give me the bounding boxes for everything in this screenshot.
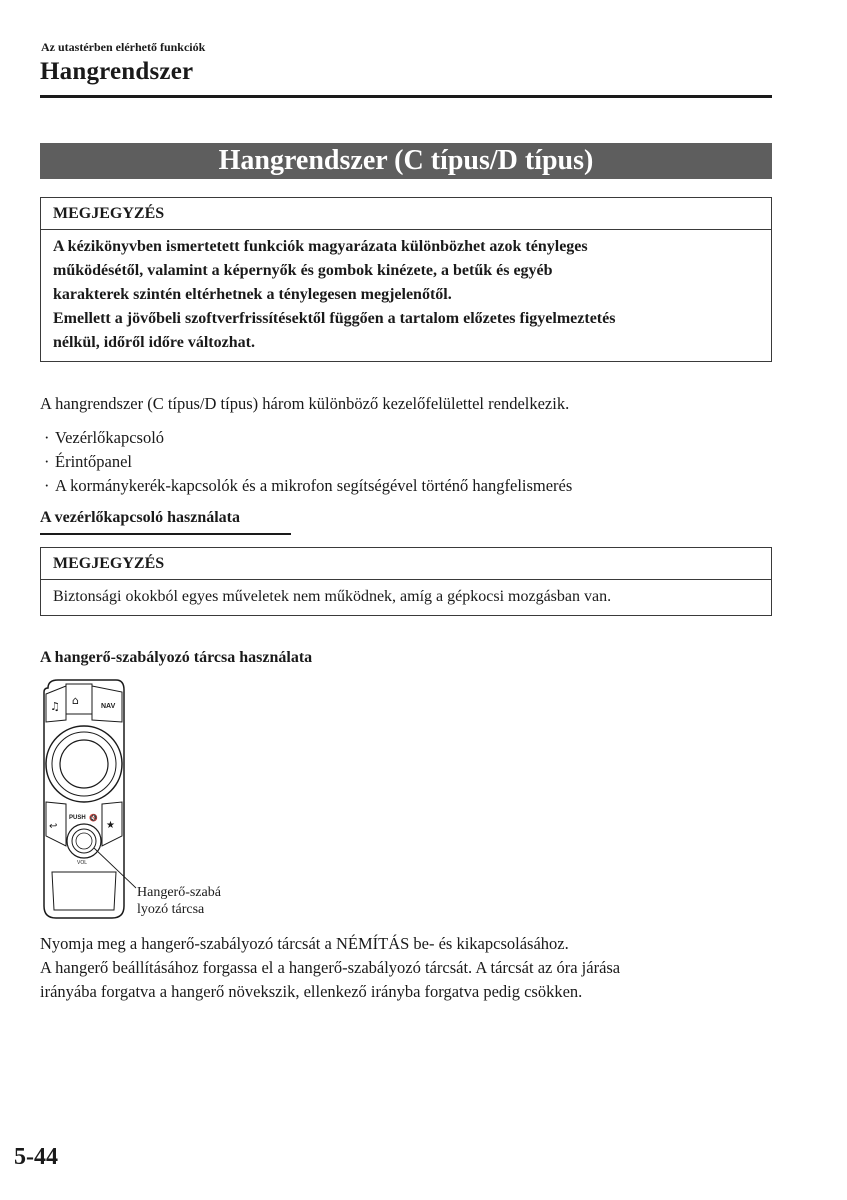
body-line: A hangerő beállításához forgassa el a hangerő-szabályozó tárcsát. A tárcsát az óra járása [40,958,621,977]
page-number: 5-44 [14,1144,58,1170]
back-icon: ↩ [49,821,58,832]
subheading-volume-dial: A hangerő-szabályozó tárcsa használata [40,649,313,666]
list-item [44,450,132,474]
note-line: A kézikönyvben ismertetett funkciók magyarázata különbözhet azok tényleges [53,238,588,255]
bullet-dot-icon: · [44,476,50,495]
note-line: nélkül, időről időre változhat. [53,334,255,351]
title-rule [40,95,772,98]
list-item-text: Érintőpanel [55,452,132,471]
note-body [41,230,771,361]
mute-icon: 🔇 [89,814,98,822]
note-line: Emellett a jövőbeli szoftverfrissítésektől függően a tartalom előzetes figyelmeztetés [53,310,616,327]
vol-label: VOL [77,860,88,866]
note-box-disclaimer [40,197,772,362]
body-line: Nyomja meg a hangerő-szabályozó tárcsát a NÉMÍTÁS be- és kikapcsolásához. [40,934,569,953]
note-box-safety [40,547,772,616]
note-body: Biztonsági okokból egyes műveletek nem működnek, amíg a gépkocsi mozgásban van. [53,588,612,605]
music-icon: ♫ [50,700,60,713]
note-heading: MEGJEGYZÉS [41,548,771,580]
body-line: irányába forgatva a hangerő növekszik, ellenkező irányba forgatva pedig csökken. [40,982,583,1001]
note-line: működésétől, valamint a képernyők és gombok kinézete, a betűk és egyéb [53,262,553,279]
list-item-text: A kormánykerék-kapcsolók és a mikrofon segítségével történő hangfelismerés [55,476,573,495]
favorite-icon: ★ [106,820,115,831]
note-line: karakterek szintén eltérhetnek a ténylegesen megjelenőtől. [53,286,452,303]
list-item [44,474,572,498]
list-item [44,426,164,450]
callout-line: Hangerő-szabá [137,885,221,900]
nav-label: NAV [101,703,116,710]
body-paragraph [40,932,620,1004]
subheading-underline [40,533,291,535]
note-heading: MEGJEGYZÉS [41,198,771,230]
subheading-controller: A vezérlőkapcsoló használata [40,509,240,526]
page-title-banner: Hangrendszer (C típus/D típus) [40,143,772,179]
callout-label [137,884,221,918]
intro-paragraph: A hangrendszer (C típus/D típus) három különböző kezelőfelülettel rendelkezik. [40,394,570,413]
bullet-dot-icon: · [44,428,50,447]
list-item-text: Vezérlőkapcsoló [55,428,165,447]
breadcrumb: Az utastérben elérhető funkciók [41,40,206,54]
section-title: Hangrendszer [40,58,194,85]
home-icon: ⌂ [72,694,79,707]
push-label: PUSH [69,815,86,821]
callout-line: lyozó tárcsa [137,902,205,917]
bullet-dot-icon: · [44,452,50,471]
